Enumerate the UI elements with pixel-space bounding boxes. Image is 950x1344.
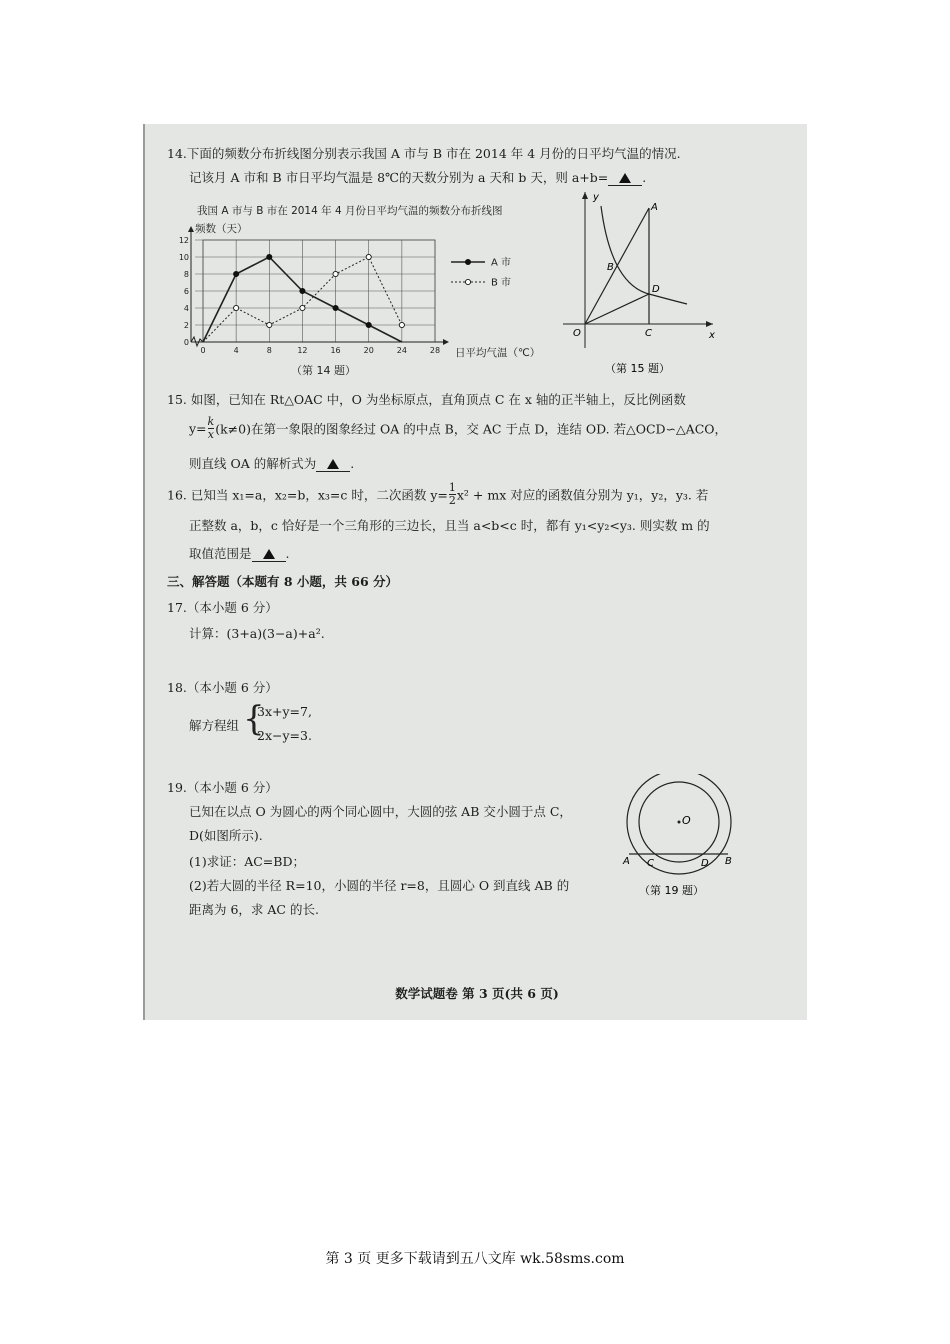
q15-line3-end: . [350,456,355,471]
label-C: C [647,858,654,869]
q16-line1 [167,482,708,510]
label-D: D [652,284,660,295]
chart-title: 我国 A 市与 B 市在 2014 年 4 月份日平均气温的频数分布折线图 [197,205,503,217]
q18-label: 解方程组 [189,718,240,733]
data-point-b [333,271,338,276]
scan-page-footer: 数学试题卷 第 3 页(共 6 页) [395,986,559,1001]
figure-15-caption: （第 15 题） [605,362,670,375]
answer-blank [316,456,350,472]
q14-line2-end: . [642,170,647,185]
data-point-a [333,305,338,310]
label-x: x [709,330,715,341]
y-axis-arrow-icon [188,226,194,232]
y-tick-label: 0 [183,338,189,347]
q15-line3-text: 则直线 OA 的解析式为 [189,456,317,471]
answer-blank [252,546,286,562]
label-B: B [725,856,732,867]
data-point-b [399,322,404,327]
page-footer: 第 3 页 更多下载请到五八文库 wk.58sms.com [325,1251,625,1267]
q19-line3: (1)求证：AC=BD； [189,854,305,869]
figure-19-concentric-circles [621,774,741,904]
q16-line1-end: x² + mx 对应的函数值分别为 y₁，y₂，y₃. 若 [456,487,709,503]
x-tick-label: 0 [200,346,206,355]
q14-line2 [189,168,646,186]
chart-legend [451,256,511,289]
label-A: A [623,856,630,867]
chart-ylabel: 频数（天） [195,223,248,235]
data-point-a [366,322,371,327]
y-tick-label: 4 [183,304,189,313]
q15-line2-text: (k≠0)在第一象限的图象经过 OA 的中点 B，交 AC 于点 D，连结 OD. 若△OCD∽△ACO， [215,421,728,437]
chart-series [203,254,404,342]
q16-line3 [189,544,290,562]
answer-blank [608,170,642,186]
brace-icon: { [243,699,265,739]
figure-15-graph [553,188,723,378]
label-O: O [573,328,581,339]
label-D: D [701,858,709,869]
y-axis-arrow-icon [582,192,588,199]
data-point-b [234,305,239,310]
q19-line4: (2)若大圆的半径 R=10，小圆的半径 r=8，且圆心 O 到直线 AB 的 [189,878,570,893]
section-heading: 三、解答题（本题有 8 小题，共 66 分） [167,574,399,589]
q18-equation-2: 2x−y=3. [257,728,312,743]
segment-OD [585,294,649,324]
y-tick-label: 6 [183,287,189,296]
fraction-k-over-x [208,416,215,441]
data-point-b [366,254,371,259]
x-tick-label: 24 [396,346,407,355]
legend-swatch-marker [465,259,470,264]
fraction-denominator: 2 [448,494,456,507]
q15-line3 [189,454,354,472]
q18-equation-1: 3x+y=7, [257,704,312,719]
q19-line2: D(如图所示). [189,828,263,843]
data-point-b [267,322,272,327]
q14-line1: 14.下面的频数分布折线图分别表示我国 A 市与 B 市在 2014 年 4 月份的日平均气温的情况. [167,146,681,161]
data-point-b [300,305,305,310]
x-tick-label: 12 [297,346,308,355]
y-tick-label: 10 [178,253,189,262]
chart-xlabel: 日平均气温（℃） [455,347,541,359]
y-tick-label: 8 [183,270,189,279]
fraction-numerator: k [207,415,215,428]
label-y: y [593,192,599,203]
scanned-exam-page [143,124,807,1020]
data-point-a [267,254,272,259]
fraction-numerator: 1 [448,481,456,494]
label-O: O [682,814,691,827]
data-point-a [300,288,305,293]
q18-heading: 18.（本小题 6 分） [167,680,278,695]
q16-line3-end: . [285,546,290,561]
q19-line5: 距离为 6，求 AC 的长. [189,902,319,917]
legend-label: B 市 [491,277,512,289]
data-point-a [234,271,239,276]
q16-line1-text: 16. 已知当 x₁=a，x₂=b，x₃=c 时，二次函数 y= [167,487,448,503]
x-tick-label: 20 [363,346,374,355]
x-tick-label: 4 [233,346,239,355]
center-point [678,821,681,824]
x-tick-label: 8 [266,346,272,355]
q17-body: 计算：(3+a)(3−a)+a². [189,626,325,641]
legend-swatch-marker [465,279,470,284]
y-tick-label: 2 [183,321,189,330]
frequency-polygon-chart [163,198,563,378]
legend-label: A 市 [491,257,512,269]
q19-heading: 19.（本小题 6 分） [167,780,278,795]
q17-heading: 17.（本小题 6 分） [167,600,278,615]
q14-line2-text: 记该月 A 市和 B 市日平均气温是 8℃的天数分别为 a 天和 b 天，则 a+b= [189,170,609,185]
x-axis-arrow-icon [443,339,449,345]
label-B: B [607,262,614,273]
x-tick-label: 28 [429,346,441,355]
triangle-marker-icon [327,459,339,469]
q16-line3-text: 取值范围是 [189,546,252,561]
triangle-marker-icon [619,173,631,183]
q16-line2: 正整数 a，b，c 恰好是一个三角形的三边长，且当 a<b<c 时，都有 y₁<y₂<y₃. 则实数 m 的 [189,518,710,533]
hyperbola-curve [601,206,687,304]
large-circle [627,774,731,874]
fraction-one-half [449,482,456,507]
fraction-denominator: x [207,428,214,441]
chart-grid [188,226,449,346]
x-tick-label: 16 [330,346,341,355]
y-tick-label: 12 [178,236,189,245]
label-C: C [645,328,652,339]
q15-line2 [189,416,727,444]
label-A: A [651,202,658,213]
figure-19-caption: （第 19 题） [639,884,704,897]
chart-caption: （第 14 题） [291,364,356,377]
triangle-marker-icon [263,549,275,559]
q15-line1: 15. 如图，已知在 Rt△OAC 中，O 为坐标原点，直角顶点 C 在 x 轴的正半轴上，反比例函数 [167,392,686,407]
x-axis-arrow-icon [706,321,713,327]
q15-eq-prefix: y= [189,421,207,436]
q19-line1: 已知在以点 O 为圆心的两个同心圆中，大圆的弦 AB 交小圆于点 C， [189,804,572,819]
